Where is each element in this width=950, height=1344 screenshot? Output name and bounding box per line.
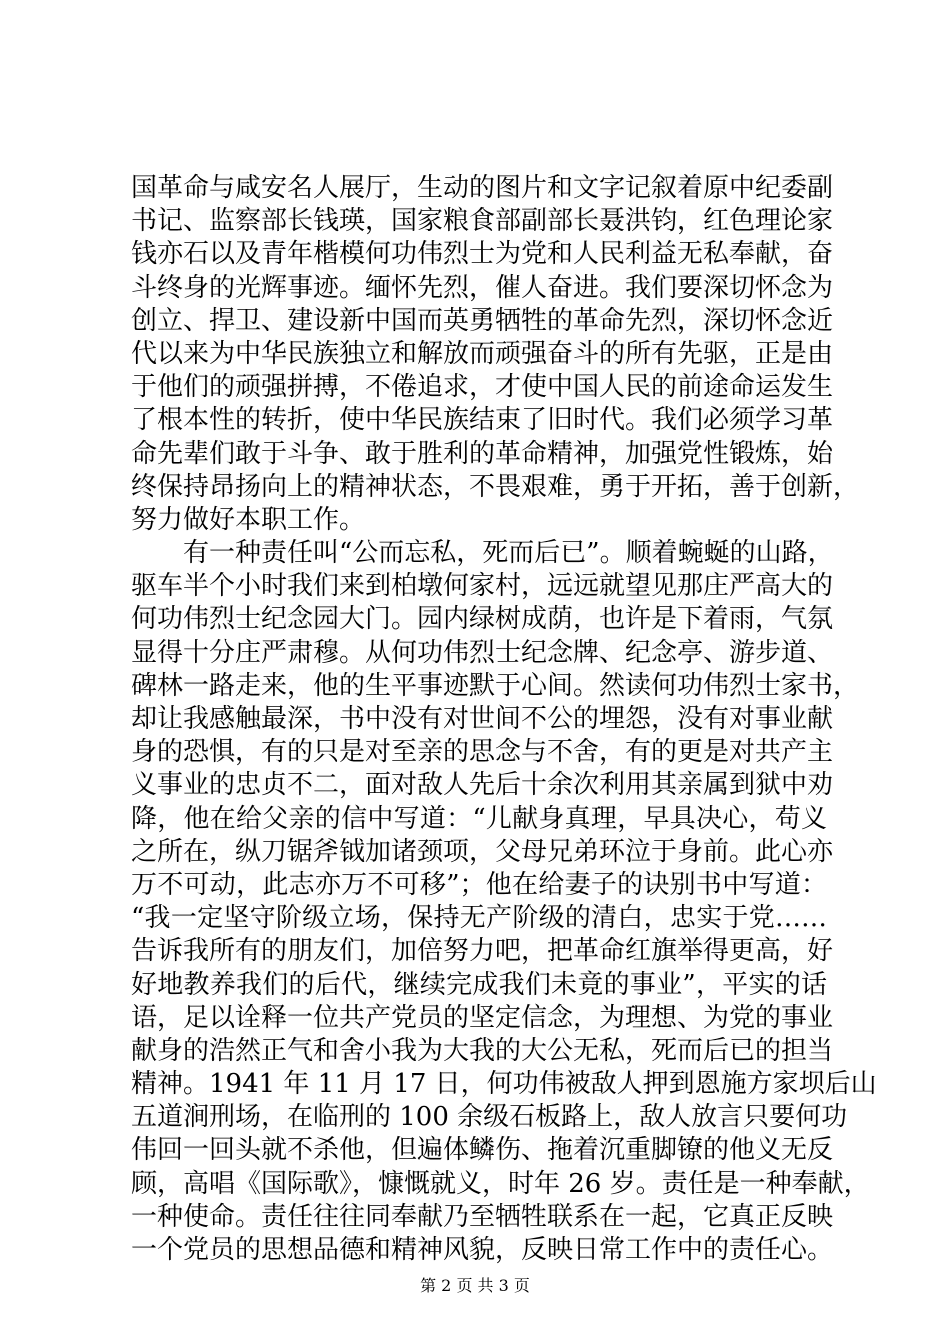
text-line: 献身的浩然正气和舍小我为大我的大公无私，死而后已的担当: [131, 1035, 834, 1066]
text-line: 身的恐惧，有的只是对至亲的思念与不舍，有的更是对共产主: [131, 737, 834, 768]
text-line: 碑林一路走来，他的生平事迹默于心间。然读何功伟烈士家书，: [131, 670, 860, 701]
text-line: 驱车半个小时我们来到柏墩何家村，远远就望见那庄严高大的: [131, 571, 834, 602]
paragraph-1: [131, 172, 860, 537]
text-line: 一个党员的思想品德和精神风貌，反映日常工作中的责任心。: [131, 1235, 834, 1265]
page-number-footer: 第 2 页 共 3 页: [420, 1276, 530, 1295]
text-line: 好地教养我们的后代，继续完成我们未竟的事业”，平实的话: [131, 969, 827, 1000]
text-line: 义事业的忠贞不二，面对敌人先后十余次利用其亲属到狱中劝: [131, 770, 834, 801]
paragraph-2: [131, 537, 877, 1267]
text-line: 代以来为中华民族独立和解放而顽强奋斗的所有先驱，正是由: [131, 338, 834, 369]
text-line: 努力做好本职工作。: [131, 504, 366, 535]
text-line: 显得十分庄严肃穆。从何功伟烈士纪念牌、纪念亭、游步道、: [131, 637, 834, 668]
text-line: 顾，高唱《国际歌》，慷慨就义，时年 26 岁。责任是一种奉献，: [131, 1168, 870, 1199]
text-line: 书记、监察部长钱瑛，国家粮食部副部长聂洪钧，红色理论家: [131, 206, 834, 237]
text-line: 却让我感触最深，书中没有对世间不公的埋怨，没有对事业献: [131, 704, 834, 734]
text-line: 创立、捍卫、建设新中国而英勇牺牲的革命先烈，深切怀念近: [131, 305, 834, 336]
text-line: 语，足以诠释一位共产党员的坚定信念，为理想、为党的事业: [131, 1002, 834, 1033]
text-line: 于他们的顽强拼搏，不倦追求，才使中国人民的前途命运发生: [131, 372, 834, 403]
text-line: 万不可动，此志亦万不可移”；他在给妻子的诀别书中写道：: [131, 869, 827, 900]
text-line: 命先辈们敢于斗争、敢于胜利的革命精神，加强党性锻炼，始: [131, 438, 834, 469]
text-line: “我一定坚守阶级立场，保持无产阶级的清白，忠实于党……: [131, 903, 827, 934]
text-line: 一种使命。责任往往同奉献乃至牺牲联系在一起，它真正反映: [131, 1201, 834, 1232]
text-line: 有一种责任叫“公而忘私，死而后已”。顺着蜿蜒的山路，: [131, 538, 834, 569]
text-line: 伟回一回头就不杀他，但遍体鳞伤、拖着沉重脚镣的他义无反: [131, 1135, 834, 1166]
text-line: 国革命与咸安名人展厅，生动的图片和文字记叙着原中纪委副: [131, 173, 834, 203]
document-body: [131, 172, 877, 1267]
text-line: 告诉我所有的朋友们，加倍努力吧，把革命红旗举得更高，好: [131, 936, 834, 967]
text-line: 斗终身的光辉事迹。缅怀先烈，催人奋进。我们要深切怀念为: [131, 272, 834, 303]
text-line: 终保持昂扬向上的精神状态，不畏艰难，勇于开拓，善于创新，: [131, 471, 860, 502]
text-line: 何功伟烈士纪念园大门。园内绿树成荫，也许是下着雨，气氛: [131, 604, 834, 635]
text-line: 了根本性的转折，使中华民族结束了旧时代。我们必须学习革: [131, 405, 834, 436]
text-line: 钱亦石以及青年楷模何功伟烈士为党和人民利益无私奉献，奋: [131, 239, 834, 270]
text-line: 之所在，纵刀锯斧钺加诸颈项，父母兄弟环泣于身前。此心亦: [131, 836, 834, 867]
text-line: 五道涧刑场，在临刑的 100 余级石板路上，敌人放言只要何功: [131, 1102, 848, 1133]
text-line: 降，他在给父亲的信中写道：“儿献身真理，早具决心，苟义: [131, 803, 827, 834]
text-line: 精神。1941 年 11 月 17 日，何功伟被敌人押到恩施方家坝后山: [131, 1069, 877, 1100]
